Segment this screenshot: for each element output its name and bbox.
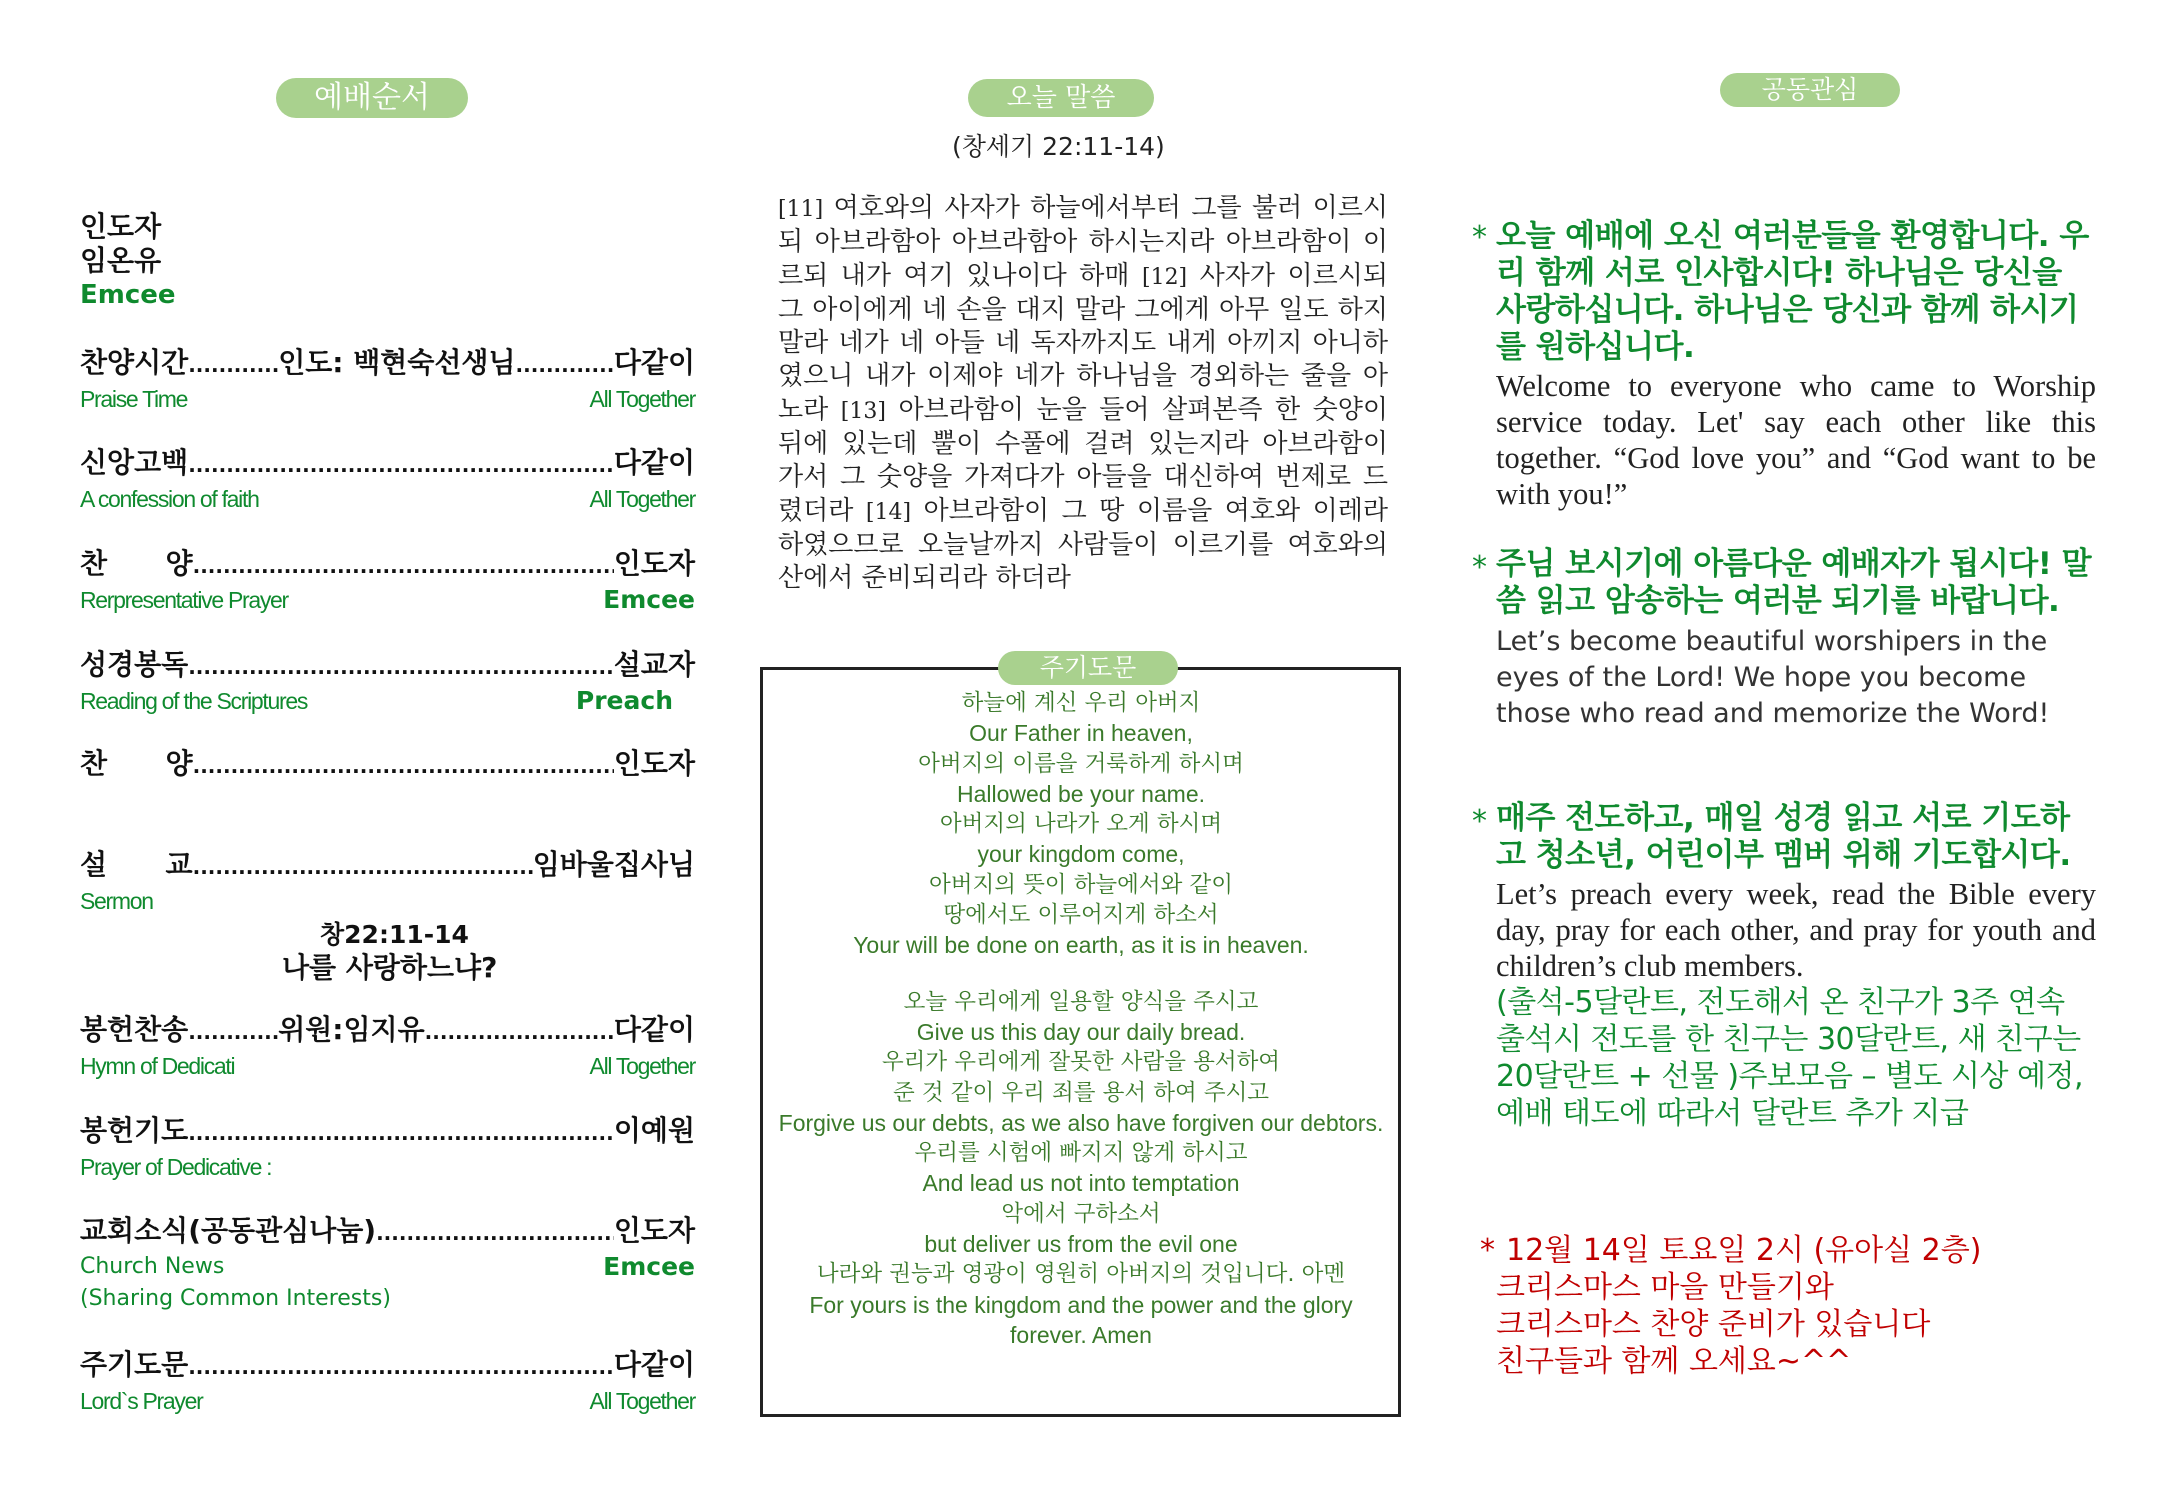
scripture-reference: (창세기 22:11-14) <box>952 132 1165 161</box>
order-item-title: 성경봉독 <box>80 648 189 681</box>
lords-prayer-text <box>770 688 1392 1350</box>
prayer-line-kr: 우리를 시험에 빠지지 않게 하시고 <box>914 1140 1248 1167</box>
order-item-en-by: All Together <box>589 486 695 512</box>
common-interest-header: 공동관심 <box>1720 73 1900 107</box>
leader-name: 임온유 <box>80 244 162 277</box>
prayer-line-en: For yours is the kingdom and the power and the glory forever. Amen <box>809 1291 1353 1348</box>
order-item-title: 설 교 <box>80 848 193 881</box>
verse-number: [13] <box>840 398 886 424</box>
order-item-en-by: Preach <box>575 686 673 715</box>
order-item-en-by: All Together <box>589 1388 695 1414</box>
dot-leader <box>425 1012 614 1050</box>
order-item <box>80 647 695 717</box>
welcome-kr: 오늘 예배에 오신 여러분들을 환영합니다. 우리 함께 서로 인사합시다! 하나님은 당신을 사랑하십니다. 하나님은 당신과 함께 하시기를 원하십니다. <box>1496 218 2089 365</box>
sermon-reference: 창22:11-14 <box>320 920 469 949</box>
christmas-line3: 크리스마스 찬양 준비가 있습니다 <box>1496 1307 1931 1342</box>
bullet-star: * <box>1472 804 1487 839</box>
order-item-by: 다같이 <box>613 346 695 379</box>
leader-en: Emcee <box>80 280 176 310</box>
worship-kr: 주님 보시기에 아름다운 예배자가 됩시다! 말씀 읽고 암송하는 여러분 되기를 바랍니다. <box>1496 546 2092 619</box>
leader-block <box>80 210 176 312</box>
welcome-en: Welcome to everyone who came to Worship service today. Let' say each other like this together. “God love you” and “God want to be with you!” <box>1496 369 2096 511</box>
order-item-title: 봉헌기도 <box>80 1114 189 1147</box>
dot-leader <box>188 345 278 383</box>
dot-leader <box>188 445 614 483</box>
order-item-title: 찬 양 <box>80 547 193 580</box>
order-item <box>80 445 695 515</box>
prayer-line-en: Forgive us our debts, as we also have forgiven our debtors. <box>778 1109 1384 1136</box>
order-item <box>80 847 695 917</box>
order-item-en: Reading of the Scriptures <box>80 688 308 714</box>
order-item <box>80 746 695 784</box>
bullet-star: * <box>1480 1233 1495 1268</box>
order-item-en: Lord`s Prayer <box>80 1388 203 1414</box>
prayer-line-en: And lead us not into temptation <box>922 1170 1240 1197</box>
todays-word-header: 오늘 말씀 <box>968 79 1154 117</box>
sermon-title: 나를 사랑하느냐? <box>282 951 498 984</box>
order-item-en-by: All Together <box>589 386 695 412</box>
order-item-en: Sermon <box>80 888 153 914</box>
order-item-en: Rerpresentative Prayer <box>80 587 288 613</box>
prayer-line-en: but deliver us from the evil one <box>924 1231 1238 1258</box>
bullet-star: * <box>1472 550 1487 585</box>
order-item-by: 설교자 <box>613 648 695 681</box>
prayer-line-kr: 나라와 권능과 영광이 영원히 아버지의 것입니다. 아멘 <box>816 1261 1346 1288</box>
verse-text: 아브라함이 그 땅 이름을 여호와 이레라 하였으므로 오늘날까지 사람들이 이르기를 여호와의 산에서 준비되리라 하더라 <box>778 495 1388 594</box>
order-item <box>80 1213 695 1315</box>
verse-text: 사자가 이르시되 그 아이에게 네 손을 대지 말라 그에게 아무 일도 하지 말라 네가 네 아들 네 독자까지도 내게 아끼지 아니하였으니 내가 이제야 네가 하나님을 경외하는 줄을 아노라 <box>778 260 1389 425</box>
dot-leader <box>516 345 614 383</box>
dot-leader <box>188 1347 614 1385</box>
announcement-worship <box>1472 546 2096 732</box>
dot-leader <box>188 1012 278 1050</box>
dot-leader <box>376 1213 614 1251</box>
order-item <box>80 1113 695 1183</box>
order-item <box>80 1347 695 1417</box>
order-item-title: 주기도문 <box>80 1348 189 1381</box>
prayer-line-kr: 아버지의 이름을 거룩하게 하시며 <box>918 750 1244 777</box>
prayer-line-kr: 우리가 우리에게 잘못한 사람을 용서하여 <box>881 1049 1281 1076</box>
prayer-line-kr <box>770 961 1392 987</box>
christmas-date: 12월 14일 토요일 2시 (유아실 2층) <box>1506 1233 1982 1268</box>
dot-leader <box>188 647 614 685</box>
order-item-en: Praise Time <box>80 386 188 412</box>
dot-leader <box>193 546 614 584</box>
prayer-line-kr: 악에서 구하소서 <box>1001 1200 1161 1227</box>
order-item-leader: 인도: 백현숙선생님 <box>278 346 516 379</box>
dot-leader <box>193 847 533 885</box>
evangelism-en: Let’s preach every week, read the Bible every day, pray for each other, and pray for youth and children’s club members. <box>1496 877 2096 983</box>
order-item-en-by: Emcee <box>603 585 695 614</box>
order-item-title: 신앙고백 <box>80 446 189 479</box>
prayer-line-en: Your will be done on earth, as it is in heaven. <box>853 932 1309 959</box>
order-of-service-header: 예배순서 <box>276 78 468 118</box>
order-item-en: Church News <box>80 1254 225 1279</box>
order-item-title: 찬양시간 <box>80 346 189 379</box>
announcement-christmas <box>1480 1232 2096 1380</box>
prayer-line-en: Give us this day our daily bread. <box>916 1018 1246 1045</box>
dot-leader <box>188 1113 614 1151</box>
prayer-line-kr: 오늘 우리에게 일용할 양식을 주시고 <box>903 988 1259 1015</box>
order-item-title: 찬 양 <box>80 747 193 780</box>
dot-leader <box>193 746 614 784</box>
order-item-by: 임바울집사님 <box>532 848 695 881</box>
talent-note: (출석-5달란트, 전도해서 온 친구가 3주 연속 출석시 전도를 한 친구는 30달란트, 새 친구는 20달란트 + 선물 )주보모음 – 별도 시상 예정, 예배 태도에 따라서 달란트 추가 지급 <box>1496 985 2084 1131</box>
christmas-line4: 친구들과 함께 오세요~^^ <box>1496 1344 1852 1379</box>
verse-text: 아브라함이 눈을 들어 살펴본즉 한 숫양이 뒤에 있는데 뿔이 수풀에 걸려 있는지라 아브라함이 가서 그 숫양을 가져다가 아들을 대신하여 번제로 드렸더라 <box>778 394 1388 526</box>
announcement-welcome <box>1472 218 2096 512</box>
scripture-text <box>778 192 1388 596</box>
prayer-line-kr: 아버지의 뜻이 하늘에서와 같이 <box>928 871 1233 898</box>
worship-en: Let’s become beautiful worshipers in the eyes of the Lord! We hope you become those who read and memorize the Word! <box>1496 626 2050 729</box>
verse-number: [14] <box>865 499 912 525</box>
christmas-line2: 크리스마스 마을 만들기와 <box>1496 1270 1834 1305</box>
order-item <box>80 546 695 616</box>
order-item-by: 이예원 <box>613 1114 695 1147</box>
prayer-line-kr: 준 것 같이 우리 죄를 용서 하여 주시고 <box>892 1079 1270 1106</box>
order-item-by: 인도자 <box>613 547 695 580</box>
leader-title: 인도자 <box>80 210 162 243</box>
verse-number: [11] <box>778 197 824 222</box>
order-item <box>80 345 695 415</box>
verse-text: 여호와의 사자가 하늘에서부터 그를 불러 이르시되 아브라함아 아브라함아 하시는지라 아브라함이 이르되 내가 여기 있나이다 하매 <box>778 193 1388 291</box>
prayer-line-kr: 아버지의 나라가 오게 하시며 <box>939 811 1223 838</box>
order-item-en-by: All Together <box>589 1053 695 1079</box>
order-item-en: A confession of faith <box>80 486 259 512</box>
verse-number: [12] <box>1141 264 1188 290</box>
prayer-line-en: your kingdom come, <box>977 841 1185 868</box>
order-item-title: 교회소식(공동관심나눔) <box>80 1214 377 1247</box>
order-item-by: 다같이 <box>613 446 695 479</box>
order-item-en-by: Emcee <box>603 1252 695 1281</box>
prayer-line-kr: 하늘에 계신 우리 아버지 <box>961 690 1201 716</box>
prayer-line-en: Our Father in heaven, <box>969 720 1193 747</box>
order-item <box>80 1012 695 1082</box>
church-news-sub: (Sharing Common Interests) <box>80 1286 391 1311</box>
lords-prayer-header: 주기도문 <box>998 651 1178 685</box>
order-item-en: Hymn of Dedicati <box>80 1053 235 1079</box>
announcement-evangelism <box>1472 800 2096 1132</box>
order-item-en: Prayer of Dedicative : <box>80 1154 272 1180</box>
order-item-title: 봉헌찬송 <box>80 1013 189 1046</box>
bullet-star: * <box>1472 220 1487 255</box>
prayer-line-en: Hallowed be your name. <box>956 780 1206 807</box>
order-item-by: 인도자 <box>613 747 695 780</box>
order-item-leader: 위원:임지유 <box>278 1013 425 1046</box>
prayer-line-kr: 땅에서도 이루어지게 하소서 <box>943 902 1219 929</box>
order-item-by: 다같이 <box>613 1013 695 1046</box>
order-item-by: 인도자 <box>613 1214 695 1247</box>
order-item-by: 다같이 <box>613 1348 695 1381</box>
evangelism-kr: 매주 전도하고, 매일 성경 읽고 서로 기도하고 청소년, 어린이부 멤버 위해 기도합시다. <box>1496 800 2071 873</box>
